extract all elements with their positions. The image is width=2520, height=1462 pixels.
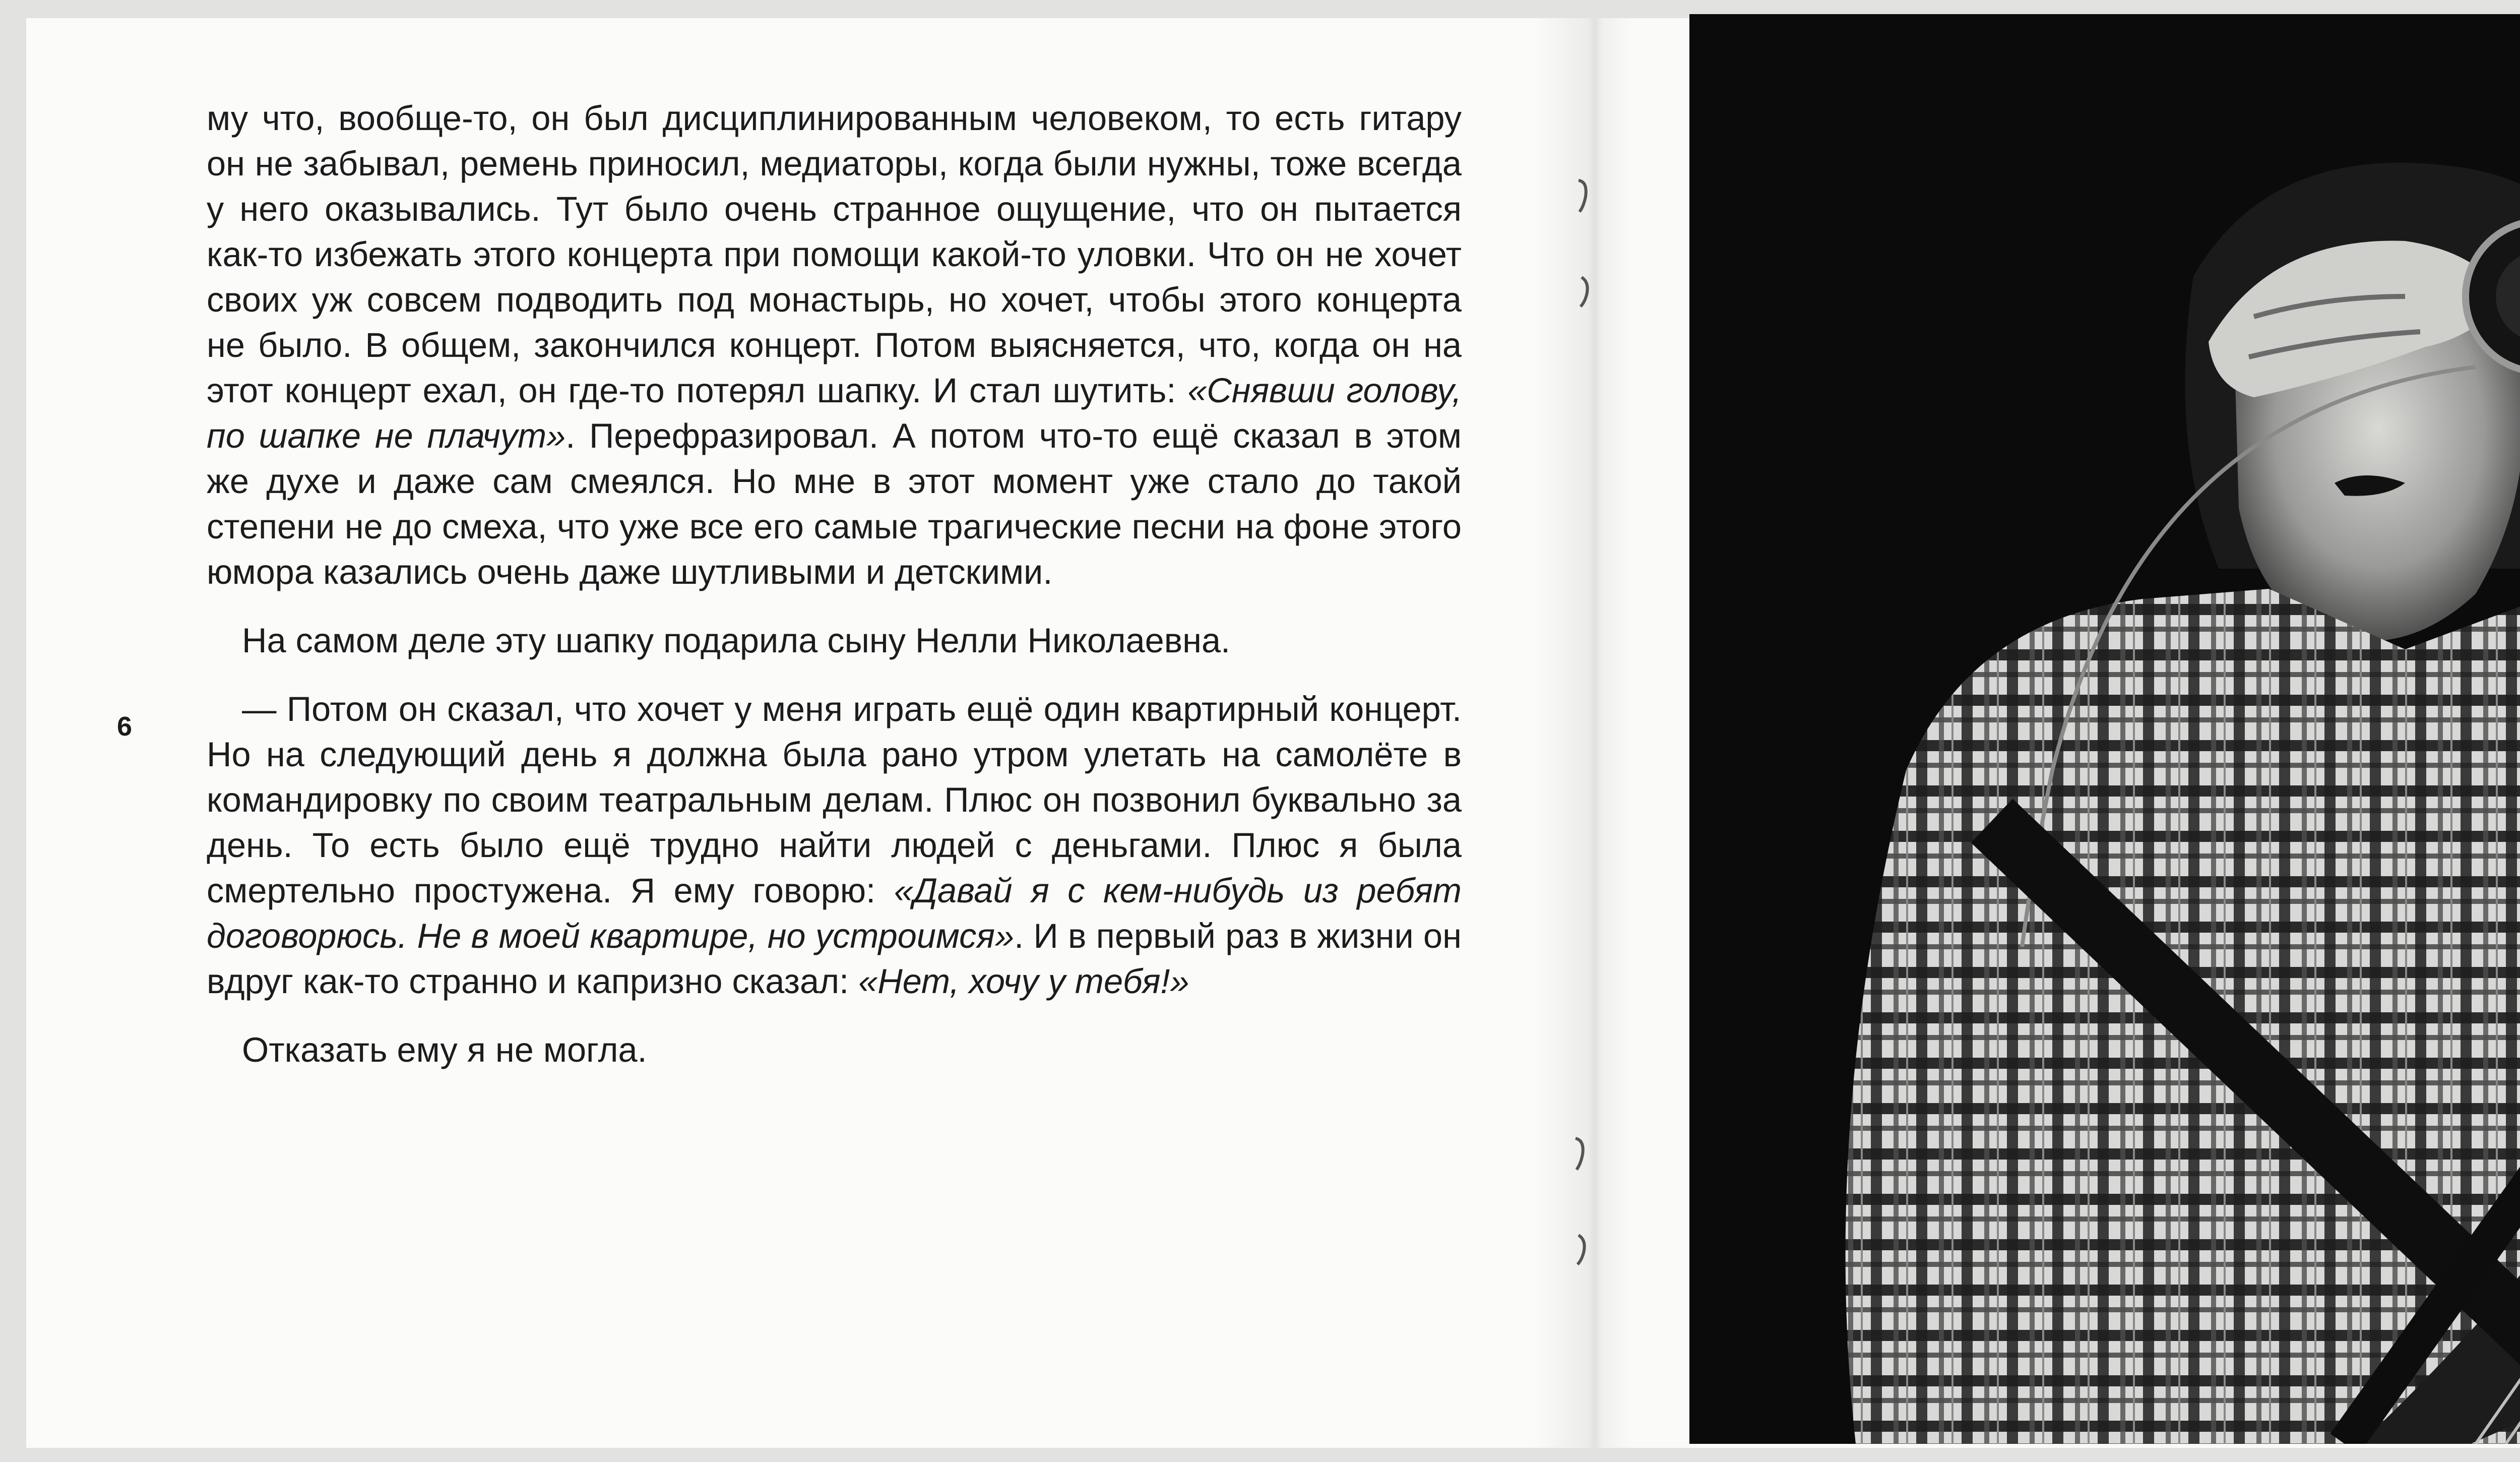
staple-icon bbox=[1574, 272, 1595, 313]
text-run: На самом деле эту шапку подарила сыну Нелли Николаевна. bbox=[242, 621, 1231, 660]
body-text bbox=[207, 96, 1462, 1073]
text-run: му что, вообще-то, он был дисциплинированным человеком, то есть гитару он не забывал, ремень приносил, медиаторы, когда были нужны, тоже всегда у него оказывались. Тут было очень странное ощущение, что он пытается как-то избежать этого концерта при помощи какой-то уловки. Что он не хочет своих уж совсем подводить под монастырь, но хочет, чтобы этого концерта не было. В общем, закончился концерт. Потом выясняется, что, когда он на этот концерт ехал, он где-то потерял шапку. И стал шутить: bbox=[207, 99, 1462, 410]
staple-icon bbox=[1571, 1230, 1592, 1270]
page-number-left: 6 bbox=[117, 711, 133, 742]
paragraph bbox=[207, 687, 1462, 1004]
italic-quote: «Давай я с кем-нибудь из ребят договорюсь. Не в моей квартире, но устроимся» bbox=[207, 871, 1462, 955]
text-run: Отказать ему я не могла. bbox=[242, 1030, 647, 1069]
performer-image bbox=[1689, 14, 2520, 1444]
text-run: . Перефразировал. А потом что-то ещё сказал в этом же духе и даже сам смеялся. Но мне в этот момент уже стало до такой степени не до смеха, что уже все его самые трагические песни на фоне этого юмора казались очень даже шутливыми и детскими. bbox=[207, 416, 1462, 591]
italic-quote: «Нет, хочу у тебя!» bbox=[858, 962, 1189, 1001]
text-run: . И в первый раз в жизни он вдруг как-то странно и капризно сказал: bbox=[207, 917, 1462, 1001]
paragraph bbox=[207, 618, 1462, 663]
paragraph bbox=[207, 1027, 1462, 1073]
staple-icon bbox=[1572, 176, 1593, 217]
concert-photo bbox=[1689, 14, 2520, 1444]
text-run: — Потом он сказал, что хочет у меня играть ещё один квартирный концерт. Но на следующий день я должна была рано утром улетать на самолёте в командировку по своим театральным делам. Плюс он позвонил буквально за день. То есть было ещё трудно найти людей с деньгами. Плюс я была смертельно простужена. Я ему говорю: bbox=[207, 690, 1462, 910]
paragraph bbox=[207, 96, 1462, 595]
italic-quote: «Снявши голову, по шапке не плачут» bbox=[207, 371, 1462, 455]
staple-icon bbox=[1569, 1134, 1590, 1175]
